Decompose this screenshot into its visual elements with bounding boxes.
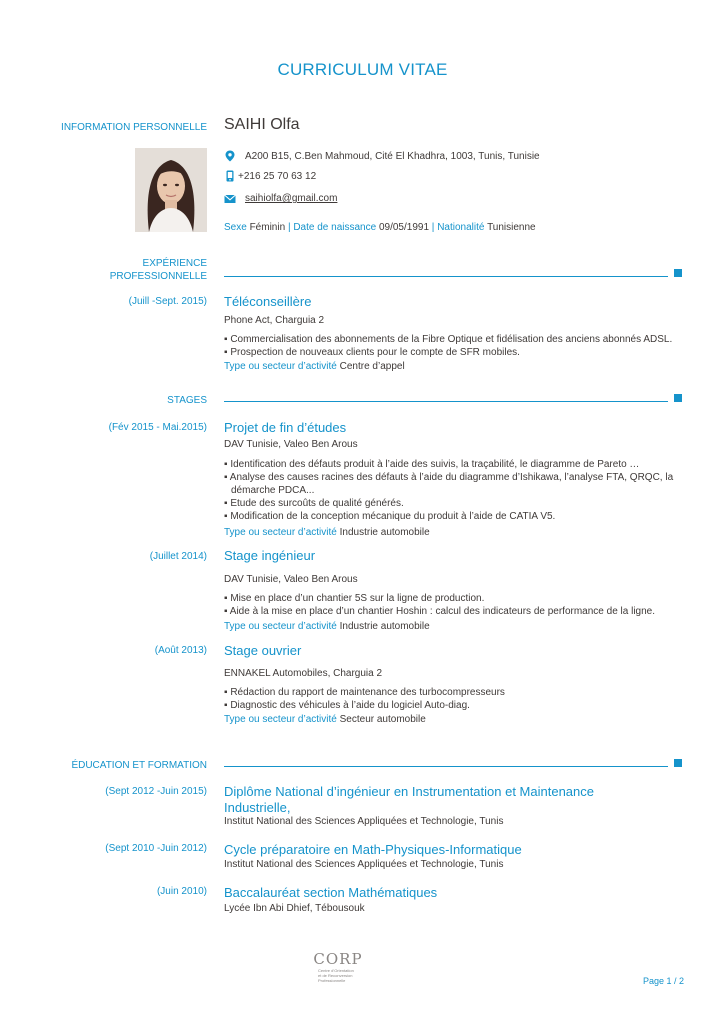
profile-photo xyxy=(135,148,207,232)
stage-company: ENNAKEL Automobiles, Charguia 2 xyxy=(224,668,383,679)
education-date: (Juin 2010) xyxy=(156,886,207,897)
sexe-label: Sexe xyxy=(224,222,247,233)
stage-title: Stage ouvrier xyxy=(224,643,302,658)
bullet-item: ▪ Mise en place d’un chantier 5S sur la ligne de production. xyxy=(224,593,485,604)
location-pin-icon xyxy=(224,150,236,162)
experience-company: Phone Act, Charguia 2 xyxy=(224,315,325,326)
bullet-item: ▪ Analyse des causes racines des défauts à l’aide du diagramme d’Ishikawa, l’analyse FTA, QRQC, la démarche PDCA... xyxy=(224,472,674,496)
separator: | xyxy=(431,222,435,233)
stage-company: DAV Tunisie, Valeo Ben Arous xyxy=(224,574,358,585)
education-title: Baccalauréat section Mathématiques xyxy=(224,885,438,900)
stage-date: (Août 2013) xyxy=(154,645,207,656)
separator: | xyxy=(287,222,291,233)
education-school: Institut National des Sciences Appliquées et Technologie, Tunis xyxy=(224,816,504,827)
corp-logo xyxy=(312,950,364,986)
section-label-line: EXPÉRIENCE xyxy=(142,258,207,269)
email-icon xyxy=(224,193,236,205)
stage-sector xyxy=(224,620,430,633)
education-title: Cycle préparatoire en Math-Physiques-Informatique xyxy=(224,842,522,857)
sector-label: Type ou secteur d’activité xyxy=(224,714,337,725)
sexe-value: Féminin xyxy=(249,222,286,233)
sector-label: Type ou secteur d’activité xyxy=(224,527,337,538)
education-date: (Sept 2012 -Juin 2015) xyxy=(105,786,207,797)
person-name: SAIHI Olfa xyxy=(224,116,300,133)
email-link[interactable]: saihiolfa@gmail.com xyxy=(245,193,338,204)
section-rule xyxy=(224,401,668,402)
nationality-value: Tunisienne xyxy=(487,222,536,233)
stage-date: (Juillet 2014) xyxy=(149,551,207,562)
stage-date: (Fév 2015 - Mai.2015) xyxy=(108,422,207,433)
section-label-line: PROFESSIONNELLE xyxy=(109,271,207,282)
experience-date: (Juill -Sept. 2015) xyxy=(128,296,207,307)
stage-bullets xyxy=(224,592,684,618)
sector-label: Type ou secteur d’activité xyxy=(224,621,337,632)
logo-subtitle-line: Centre d’Orientation xyxy=(318,968,354,973)
section-rule xyxy=(224,766,668,767)
education-school: Lycée Ibn Abi Dhief, Tébousouk xyxy=(224,903,365,914)
stage-sector xyxy=(224,713,426,726)
sector-value: Industrie automobile xyxy=(339,621,430,632)
experience-bullets xyxy=(224,333,684,359)
section-marker xyxy=(674,394,682,402)
document-title: CURRICULUM VITAE xyxy=(277,60,448,79)
logo-text: CORP xyxy=(313,950,363,968)
section-marker xyxy=(674,759,682,767)
phone-text: +216 25 70 63 12 xyxy=(238,171,317,182)
bullet-item: ▪ Diagnostic des véhicules à l’aide du logiciel Auto-diag. xyxy=(224,700,470,711)
bullet-item: ▪ Rédaction du rapport de maintenance des turbocompresseurs xyxy=(224,687,505,698)
section-label-personal: INFORMATION PERSONNELLE xyxy=(61,122,207,133)
stage-bullets xyxy=(224,686,684,712)
section-label-experience xyxy=(110,257,207,283)
sector-value: Industrie automobile xyxy=(339,527,430,538)
logo-subtitle xyxy=(312,968,364,983)
logo-subtitle-line: Professionnelle xyxy=(318,978,346,983)
education-title-line: Industrielle, xyxy=(224,800,291,815)
stage-title: Projet de fin d’études xyxy=(224,420,347,435)
bullet-item: ▪ Etude des surcoûts de qualité générés. xyxy=(224,498,404,509)
education-school: Institut National des Sciences Appliquées et Technologie, Tunis xyxy=(224,859,504,870)
sector-value: Secteur automobile xyxy=(339,714,426,725)
bullet-item: ▪ Modification de la conception mécanique du produit à l’aide de CATIA V5. xyxy=(224,511,556,522)
bullet-item: ▪ Prospection de nouveaux clients pour le compte de SFR mobiles. xyxy=(224,347,520,358)
page-number: Page 1 / 2 xyxy=(642,976,684,986)
address-text: A200 B15, C.Ben Mahmoud, Cité El Khadhra, 1003, Tunis, Tunisie xyxy=(245,151,540,162)
bullet-item: ▪ Commercialisation des abonnements de la Fibre Optique et fidélisation des anciens abonnés ADSL. xyxy=(224,334,673,345)
phone-icon xyxy=(224,170,236,182)
education-title xyxy=(224,784,594,816)
sector-value: Centre d’appel xyxy=(339,361,405,372)
education-title-line: Diplôme National d’ingénieur en Instrumentation et Maintenance xyxy=(224,784,594,799)
section-rule xyxy=(224,276,668,277)
stage-bullets xyxy=(224,458,684,523)
logo-subtitle-line: et de Reconversion xyxy=(318,973,353,978)
bullet-item: ▪ Identification des défauts produit à l’aide des suivis, la traçabilité, le diagramme de Pareto … xyxy=(224,459,640,470)
nationality-label: Nationalité xyxy=(437,222,485,233)
section-marker xyxy=(674,269,682,277)
education-date: (Sept 2010 -Juin 2012) xyxy=(105,843,207,854)
stage-company: DAV Tunisie, Valeo Ben Arous xyxy=(224,439,358,450)
section-label-education: ÉDUCATION ET FORMATION xyxy=(71,760,207,771)
stage-sector xyxy=(224,526,430,539)
bullet-item: ▪ Aide à la mise en place d’un chantier Hoshin : calcul des indicateurs de performance de la ligne. xyxy=(224,606,656,617)
sector-label: Type ou secteur d’activité xyxy=(224,361,337,372)
experience-title: Téléconseillère xyxy=(224,294,312,309)
experience-sector xyxy=(224,360,405,373)
dob-label: Date de naissance xyxy=(293,222,377,233)
section-label-stages: STAGES xyxy=(167,395,207,406)
personal-details-line xyxy=(224,221,536,234)
dob-value: 09/05/1991 xyxy=(378,222,430,233)
stage-title: Stage ingénieur xyxy=(224,548,316,563)
